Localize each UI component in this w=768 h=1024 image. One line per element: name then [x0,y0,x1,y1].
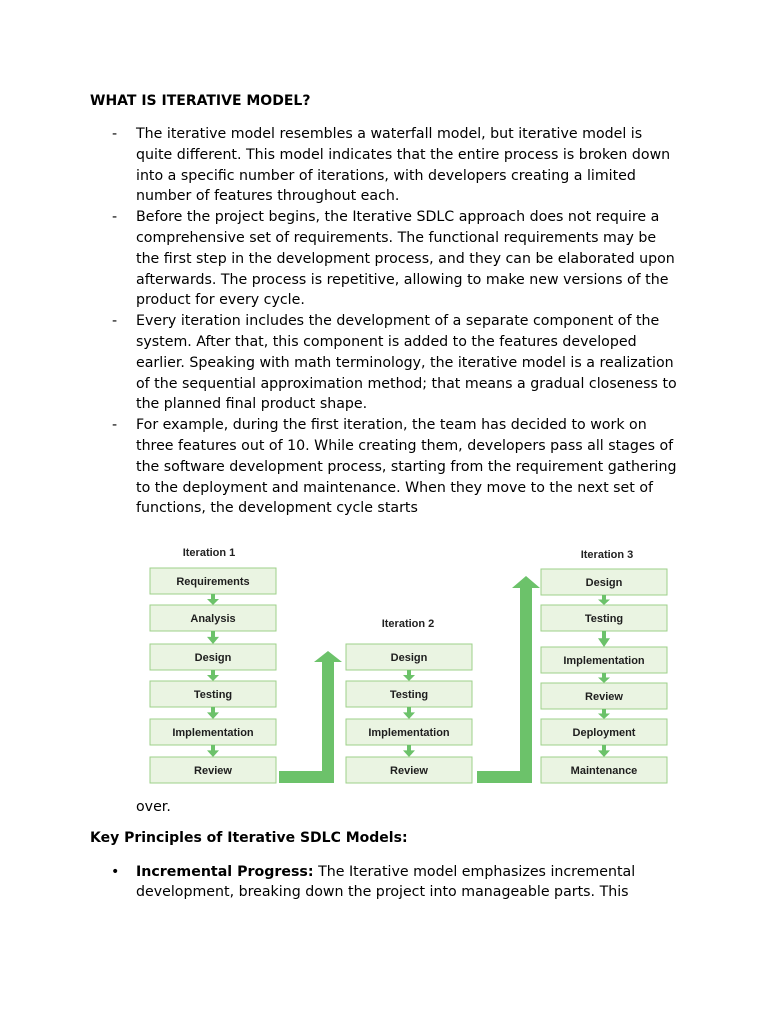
list-item [0,415,681,519]
principle-term: Incremental Progress: [136,864,314,880]
list-item [0,311,681,415]
step-label: Testing [193,689,233,701]
principles-list [0,862,768,902]
step-down-arrow [598,673,610,683]
list-item-text: Before the project begins, the Iterative SDLC approach does not require a comprehensive set of requirements. The functional requirements may be the first step in the development process, and they can be elaborated upon afterwards. The process is repetitive, allowing to make new versions of the product for every cycle. [136,209,675,309]
iteration-3-title: Iteration 3 [580,549,634,561]
dash-marker: - [112,417,118,434]
description-list [0,124,768,519]
step-down-arrow [598,709,610,719]
dash-marker: - [112,209,118,226]
step-label: Implementation [368,727,450,739]
iteration-2-title: Iteration 2 [381,618,435,630]
step-label: Requirements [176,576,250,588]
transition-arrow-2-3 [477,576,540,783]
transition-arrow-1-2 [279,651,342,783]
step-down-arrow [207,670,219,681]
dash-marker: - [112,126,118,142]
bullet-marker: • [111,864,120,880]
step-label: Review [194,765,232,777]
section-heading-iterative-model: WHAT IS ITERATIVE MODEL? [90,93,311,109]
step-down-arrow [207,745,219,757]
step-down-arrow [598,745,610,757]
step-down-arrow [403,745,415,757]
dash-marker: - [112,313,118,330]
iteration-1-title: Iteration 1 [182,547,236,559]
list-item-text: Every iteration includes the development of a separate component of the system. After that, this component is added to the features developed earlier. Speaking with math terminology, the iterative model is a realization of the sequential approximation method; that means a gradual closeness to the planned final product shape. [136,313,677,413]
iterative-model-diagram [140,540,680,790]
principle-text: The Iterative model emphasizes incremental development, breaking down the project into manageable parts. This [136,864,636,900]
step-down-arrow [207,707,219,719]
step-label: Deployment [572,727,636,739]
list-item [0,124,681,207]
list-item-text: The iterative model resembles a waterfall model, but iterative model is quite different. This model indicates that the entire process is broken down into a specific number of iterations, with developers creating a limited number of features throughout each. [136,126,671,205]
step-down-arrow [207,594,219,605]
step-down-arrow [403,670,415,681]
list-item [0,862,681,902]
step-down-arrow [207,631,219,644]
list-item [0,207,681,311]
step-label: Design [390,652,428,664]
step-label: Analysis [190,613,236,625]
step-label: Review [390,765,428,777]
step-label: Testing [584,613,624,625]
step-label: Testing [389,689,429,701]
step-label: Implementation [172,727,254,739]
list-item-text: For example, during the first iteration, the team has decided to work on three features out of 10. While creating them, developers pass all stages of the software development process, starting from the requirement gathering to the deployment and maintenance. When they move to the next set of functions, the development cycle starts [136,417,677,517]
section-heading-key-principles: Key Principles of Iterative SDLC Models: [90,830,408,846]
step-down-arrow [598,631,610,647]
continuation-text: over. [136,799,171,815]
step-down-arrow [403,707,415,719]
step-label: Maintenance [570,765,638,777]
step-label: Review [585,691,623,703]
step-label: Design [194,652,232,664]
step-label: Implementation [563,655,645,667]
step-label: Design [585,577,623,589]
step-down-arrow [598,595,610,605]
